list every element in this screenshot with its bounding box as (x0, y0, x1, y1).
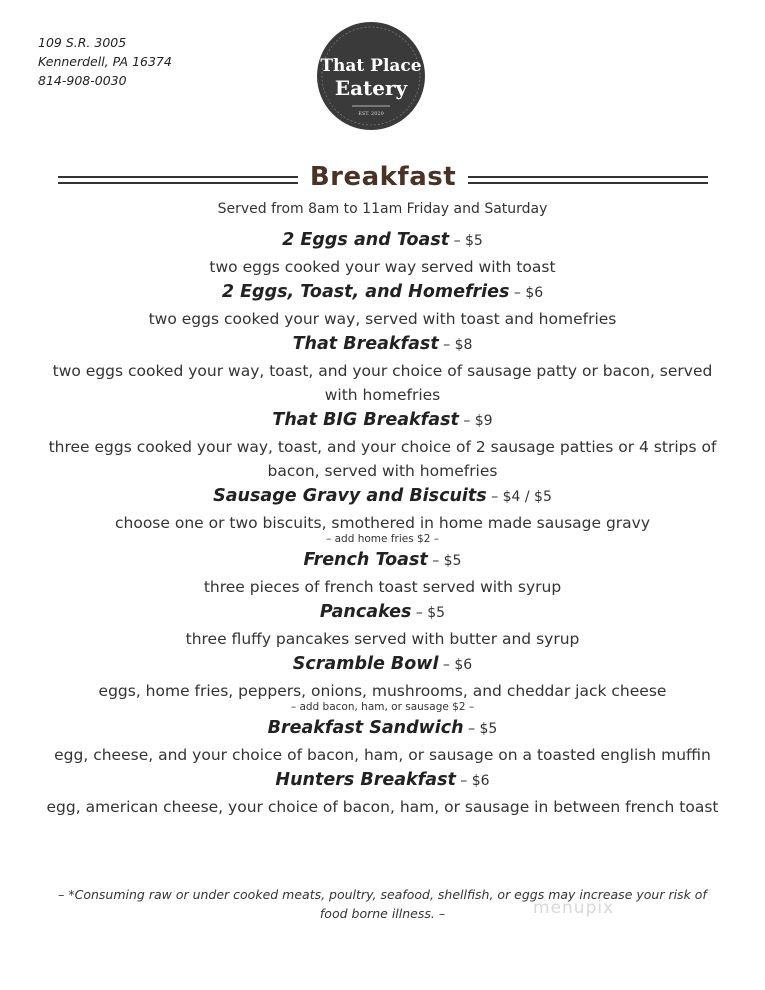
header-rule-right (468, 176, 708, 184)
menu-item-price: – $4 / $5 (486, 489, 552, 505)
menu-item-description: three eggs cooked your way, toast, and your choice of 2 sausage patties or 4 strips of bacon, served with homefries (48, 438, 717, 480)
menu-item-name: That BIG Breakfast (272, 410, 459, 430)
menu-item (40, 599, 725, 651)
menu-item-description: three fluffy pancakes served with butter and syrup (185, 630, 580, 648)
menu-item-description: egg, american cheese, your choice of bacon, ham, or sausage in between french toast (46, 798, 719, 816)
menu-item-price: – $9 (458, 413, 493, 429)
menu-item-description: two eggs cooked your way served with toast (209, 258, 556, 276)
menu-item (40, 767, 725, 819)
menu-item-description: two eggs cooked your way, toast, and your choice of sausage patty or bacon, served with homefries (52, 362, 713, 404)
menu-item (40, 483, 725, 547)
breakfast-header (58, 162, 708, 199)
served-hours: Served from 8am to 11am Friday and Saturday (217, 201, 548, 217)
food-safety-disclaimer: – *Consuming raw or under cooked meats, poultry, seafood, shellfish, or eggs may increase your risk of food borne illness. – (58, 887, 707, 921)
menu-item-description: three pieces of french toast served with syrup (203, 578, 562, 596)
menu-item-name: 2 Eggs and Toast (282, 230, 450, 250)
menu-item-name: Scramble Bowl (292, 654, 439, 674)
menu-item-title (40, 715, 725, 743)
menu-item-title (40, 651, 725, 679)
menu-item-title (40, 279, 725, 307)
menu-item-description: choose one or two biscuits, smothered in home made sausage gravy (114, 514, 651, 532)
menu-item-price: – $8 (438, 337, 473, 353)
menu-item-price: – $5 (463, 721, 498, 737)
menu-list (40, 227, 725, 819)
menu-item-price: – $6 (438, 657, 473, 673)
logo-est: EST. 2020 (358, 111, 384, 117)
menu-item-title (40, 547, 725, 575)
menu-item-title (40, 483, 725, 511)
section-title: Breakfast (309, 162, 457, 192)
menu-item-title (40, 331, 725, 359)
menu-item-title (40, 227, 725, 255)
address-block (38, 33, 172, 90)
watermark: menupix (533, 898, 615, 918)
menu-item-title (40, 407, 725, 435)
menu-item-description: eggs, home fries, peppers, onions, mushrooms, and cheddar jack cheese (98, 682, 667, 700)
menu-item (40, 715, 725, 767)
menu-item-name: That Breakfast (292, 334, 439, 354)
logo-line1: That Place (320, 56, 422, 76)
menu-item-description: egg, cheese, and your choice of bacon, ham, or sausage on a toasted english muffin (54, 746, 711, 764)
menu-item-price: – $5 (449, 233, 483, 249)
menu-item (40, 547, 725, 599)
menu-item-price: – $5 (411, 605, 446, 621)
menu-item-name: Sausage Gravy and Biscuits (213, 486, 487, 506)
menu-item-note: – add home fries $2 – (326, 533, 439, 545)
menu-item (40, 651, 725, 715)
menu-item-name: Pancakes (319, 602, 412, 622)
menu-item-title (40, 767, 725, 795)
menu-item-description: two eggs cooked your way, served with toast and homefries (148, 310, 617, 328)
menu-item-name: French Toast (303, 550, 428, 570)
address-city: Kennerdell, PA 16374 (38, 54, 172, 69)
menu-item (40, 227, 725, 279)
menu-item-price: – $6 (509, 285, 544, 301)
menu-item (40, 279, 725, 331)
logo-line2: Eatery (334, 76, 408, 100)
address-phone: 814-908-0030 (38, 73, 127, 88)
menu-item-price: – $6 (455, 773, 490, 789)
menu-item-title (40, 599, 725, 627)
menu-item-price: – $5 (427, 553, 462, 569)
menu-item-name: Breakfast Sandwich (267, 718, 464, 738)
menu-item-name: 2 Eggs, Toast, and Homefries (221, 282, 510, 302)
menu-item-note: – add bacon, ham, or sausage $2 – (290, 701, 475, 713)
menu-item-name: Hunters Breakfast (275, 770, 456, 790)
menu-item (40, 407, 725, 483)
restaurant-logo (316, 21, 426, 131)
address-street: 109 S.R. 3005 (38, 35, 127, 50)
header-rule-left (58, 176, 298, 184)
menu-item (40, 331, 725, 407)
